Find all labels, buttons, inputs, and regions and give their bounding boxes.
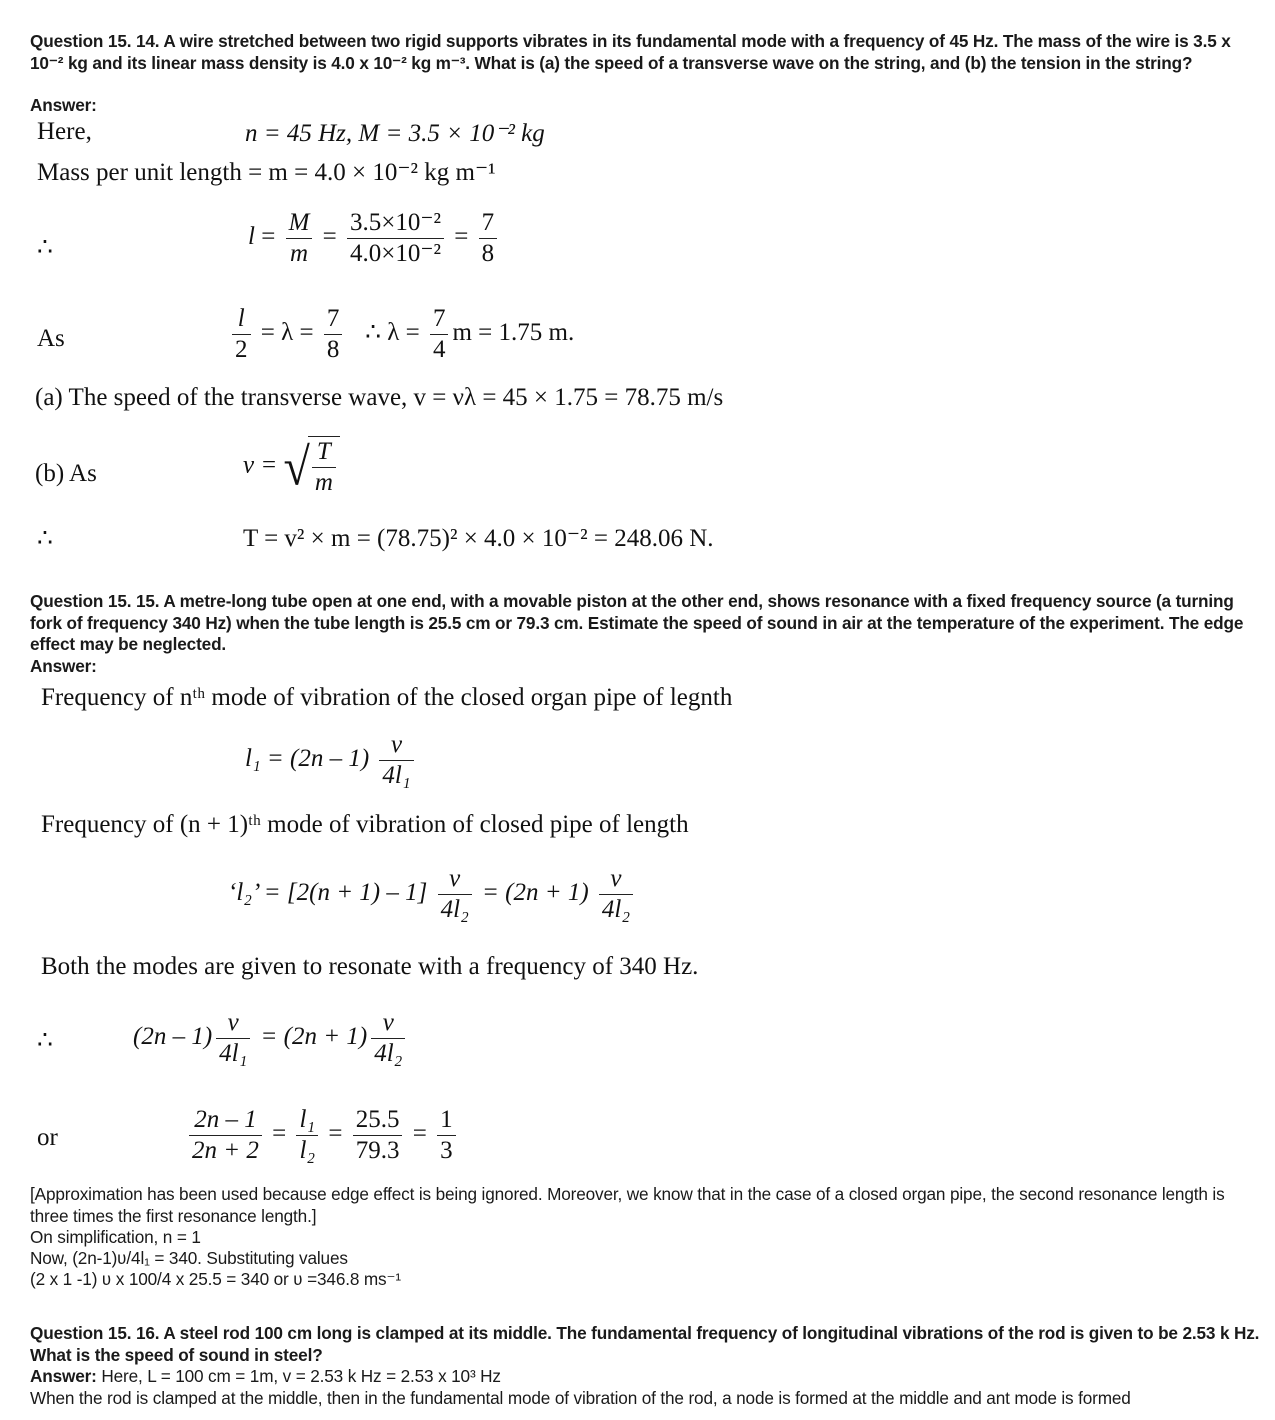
therefore-symbol: ∴ [37, 1027, 53, 1054]
as-label: As [37, 325, 65, 352]
eq-tail: m = 1.75 m. [452, 319, 575, 347]
numerator: v [379, 730, 413, 761]
fraction [438, 864, 472, 925]
eq-therefore: ∴ λ = [365, 319, 420, 347]
fraction [296, 1105, 318, 1166]
eq-lhs: ‘l₂’ = [2(n + 1) – 1] [228, 879, 428, 907]
answer-given-values [30, 1366, 1260, 1388]
denominator: 4l₁ [219, 1040, 248, 1067]
fraction [479, 208, 498, 269]
or-label: or [37, 1124, 58, 1151]
eq-lhs: l [248, 223, 255, 251]
second-mode-equation [228, 864, 637, 925]
question-15-14: Question 15. 14. A wire stretched between two rigid supports vibrates in its fundamental mode with a frequency of 45 Hz. The mass of the wire is 3.5 x 10⁻² kg and its linear mass density is 4.0 x 10⁻² kg m⁻³. What is (a) the speed of a transverse wave on the string, and (b) the tension in the string? [30, 31, 1231, 73]
numerator: 3.5×10⁻² [347, 208, 444, 239]
approximation-note: [Approximation has been used because edge effect is being ignored. Moreover, we know that in the case of a closed organ pipe, the second resonance length is three times the first resonance length.] [30, 1184, 1225, 1226]
first-mode-equation [245, 730, 418, 791]
denominator: m [314, 469, 333, 496]
denominator: 2n + 2 [192, 1137, 259, 1164]
fraction [216, 1008, 250, 1069]
denominator: l₂ [299, 1137, 316, 1164]
numerator: 7 [479, 208, 498, 239]
given-values: n = 45 Hz, M = 3.5 × 10⁻² kg [245, 120, 545, 147]
numerator: 7 [430, 304, 449, 335]
eq-lhs: v = [243, 451, 278, 479]
velocity-equation [243, 436, 340, 498]
numerator: 7 [324, 304, 343, 335]
answer-label: Answer: [30, 656, 97, 676]
fraction [286, 208, 313, 269]
denominator: 4l₂ [601, 896, 631, 923]
numerator: l₁ [296, 1105, 318, 1136]
eq-mid: = (2n + 1) [260, 1023, 368, 1051]
numerator: v [599, 864, 633, 895]
radical-icon: √ [283, 437, 310, 497]
denominator: m [289, 240, 308, 267]
denominator: 8 [326, 336, 340, 363]
length-equation: l = $\frac{M}{m}$ = $\frac{\text{3.5×10⁻²}}{\text{4.0×10⁻²}}$ = $\frac{7}{8}$ [248, 208, 501, 269]
part-b-label: (b) As [35, 460, 97, 487]
answer-label: Answer: [30, 1366, 97, 1386]
numerator: 1 [437, 1105, 456, 1136]
rod-explanation: When the rod is clamped at the middle, then in the fundamental mode of vibration of the rod, a node is formed at the middle and ant mode is formed [30, 1388, 1131, 1408]
mass-per-unit-length: Mass per unit length = m = 4.0 × 10⁻² kg m⁻¹ [37, 159, 496, 186]
numerator: 2n – 1 [189, 1105, 262, 1136]
denominator: 4.0×10⁻² [350, 240, 442, 267]
speed-result: (2 x 1 -1) ʋ x 100/4 x 25.5 = 340 or ʋ =346.8 ms⁻¹ [30, 1269, 401, 1289]
numerator: v [216, 1008, 250, 1039]
numerator: v [371, 1008, 405, 1039]
fraction [324, 304, 343, 365]
therefore-symbol: ∴ [37, 234, 53, 261]
question-15-15: Question 15. 15. A metre-long tube open at one end, with a movable piston at the other end, shows resonance with a fixed frequency source (a turning fork of frequency 340 Hz) when the tube length is 25.5 cm or 79.3 cm. Estimate the speed of sound in air at the temperature of the experiment. The edge effect may be neglected. [30, 591, 1244, 654]
fraction [347, 208, 444, 269]
eq-lhs: (2n – 1) [133, 1023, 213, 1051]
simplification-line: On simplification, n = 1 [30, 1227, 201, 1247]
denominator: 3 [440, 1137, 453, 1164]
equal-frequency-equation [133, 1008, 409, 1069]
fraction [189, 1105, 262, 1166]
n-plus-one-mode-text: Frequency of (n + 1)ᵗʰ mode of vibration of closed pipe of length [41, 811, 689, 838]
denominator: 4l₂ [374, 1040, 403, 1067]
fraction [379, 730, 413, 791]
tension-equation: T = v² × m = (78.75)² × 4.0 × 10⁻² = 248.06 N. [243, 525, 714, 552]
square-root [283, 436, 339, 498]
fraction [437, 1105, 456, 1166]
both-modes-text: Both the modes are given to resonate with a frequency of 340 Hz. [41, 953, 699, 980]
therefore-symbol: ∴ [37, 525, 53, 552]
answer-text: Here, L = 100 cm = 1m, v = 2.53 k Hz = 2.53 x 10³ Hz [96, 1366, 501, 1386]
numerator: M [286, 208, 313, 239]
fraction [312, 437, 336, 498]
fraction [371, 1008, 405, 1069]
denominator: 4l₂ [440, 896, 469, 923]
eq-lhs: l₁ = (2n – 1) [245, 745, 370, 773]
denominator: 8 [481, 240, 495, 267]
numerator: v [438, 864, 472, 895]
answer-label: Answer: [30, 95, 97, 115]
eq-mid: = λ = [260, 319, 314, 347]
substitution-line: Now, (2n-1)ʋ/4l₁ = 340. Substituting values [30, 1248, 348, 1268]
fraction [599, 864, 633, 925]
part-a-speed: (a) The speed of the transverse wave, v = νλ = 45 × 1.75 = 78.75 m/s [35, 384, 724, 411]
here-label: Here, [37, 118, 92, 145]
fraction [430, 304, 449, 365]
wavelength-equation [228, 304, 574, 365]
nth-mode-text: Frequency of nᵗʰ mode of vibration of the closed organ pipe of legnth [41, 684, 733, 711]
numerator: l [232, 304, 251, 335]
denominator: 79.3 [355, 1137, 400, 1164]
numerator: 25.5 [353, 1105, 403, 1136]
fraction [353, 1105, 403, 1166]
eq-mid: = (2n + 1) [482, 879, 589, 907]
numerator: T [312, 437, 336, 468]
denominator: 2 [235, 336, 248, 363]
fraction [232, 304, 251, 365]
denominator: 4l₁ [382, 762, 411, 789]
question-15-16: Question 15. 16. A steel rod 100 cm long is clamped at its middle. The fundamental frequency of longitudinal vibrations of the rod is given to be 2.53 k Hz. What is the speed of sound in steel? [30, 1323, 1260, 1365]
ratio-equation: $\frac{2n - 1}{2n + 2}$ = $\frac{\text{l₁}}{\text{l₂}}$ = $\frac{25.5}{79.3}$ = $\frac{1}{3}$ [185, 1105, 460, 1166]
denominator: 4 [432, 336, 446, 363]
